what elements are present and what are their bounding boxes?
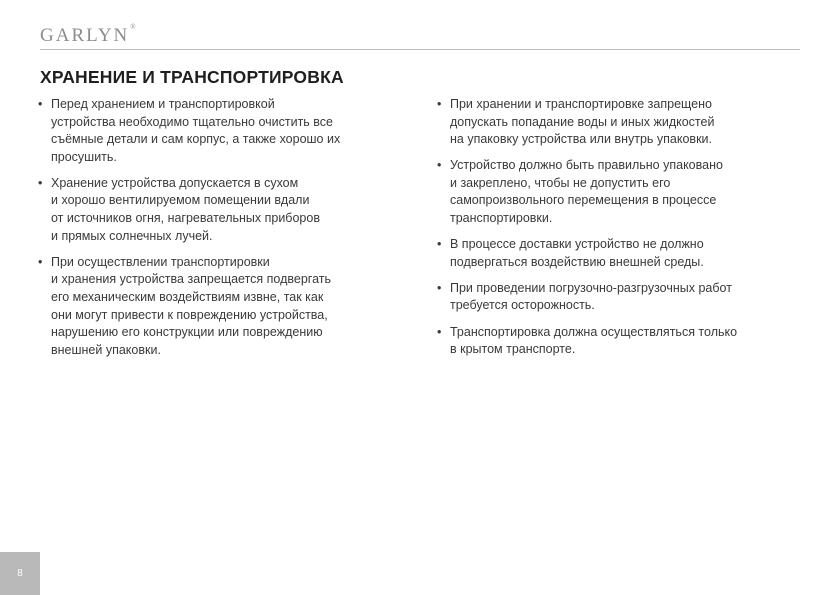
list-item-text	[51, 175, 398, 245]
list-item	[38, 96, 398, 166]
text-line: в крытом транспорте.	[450, 342, 576, 357]
list-item	[437, 280, 797, 315]
left-column	[38, 96, 398, 368]
bullet-marker: •	[38, 175, 43, 190]
text-line: транспортировки.	[450, 211, 553, 226]
text-line: его механическим воздействиям извне, так как	[51, 289, 324, 304]
header-divider	[40, 49, 800, 50]
text-line: При проведении погрузочно-разгрузочных работ	[450, 280, 732, 295]
text-line: устройства необходимо тщательно очистить все	[51, 114, 333, 129]
text-line: и хорошо вентилируемом помещении вдали	[51, 193, 310, 208]
bullet-marker: •	[437, 324, 442, 339]
bullet-marker: •	[38, 254, 43, 269]
bullet-marker: •	[437, 158, 442, 173]
list-item	[437, 96, 797, 149]
text-line: от источников огня, нагревательных приборов	[51, 211, 320, 226]
list-item	[38, 175, 398, 245]
text-line: Перед хранением и транспортировкой	[51, 97, 275, 111]
text-line: они могут привести к повреждению устройства,	[51, 307, 328, 322]
list-item	[38, 254, 398, 360]
text-line: съёмные детали и сам корпус, а также хорошо их	[51, 132, 341, 147]
text-line: и закреплено, чтобы не допустить его	[450, 175, 671, 190]
text-line: При осуществлении транспортировки	[51, 254, 270, 269]
text-line: Транспортировка должна осуществляться только	[450, 324, 738, 339]
registered-mark: ®	[130, 23, 136, 31]
list-item	[437, 157, 797, 227]
right-column	[437, 96, 797, 367]
list-item	[437, 324, 797, 359]
text-line: подвергаться воздействию внешней среды.	[450, 254, 704, 269]
brand-name: GARLYN	[40, 25, 130, 46]
text-line: Хранение устройства допускается в сухом	[51, 175, 299, 190]
text-line: допускать попадание воды и иных жидкостей	[450, 114, 715, 129]
text-line: требуется осторожность.	[450, 298, 595, 313]
left-bullet-list	[38, 96, 398, 359]
bullet-marker: •	[437, 237, 442, 252]
list-item-text	[450, 324, 797, 359]
page-title: ХРАНЕНИЕ И ТРАНСПОРТИРОВКА	[40, 67, 344, 87]
list-item	[437, 236, 797, 271]
text-line: самопроизвольного перемещения в процессе	[450, 193, 717, 208]
text-line: В процессе доставки устройство не должно	[450, 237, 704, 252]
text-line: и хранения устройства запрещается подвергать	[51, 272, 332, 287]
bullet-marker: •	[38, 97, 43, 111]
bullet-marker: •	[437, 280, 442, 295]
list-item-text	[450, 157, 797, 227]
text-line: Устройство должно быть правильно упаковано	[450, 158, 723, 173]
list-item-text	[450, 236, 797, 271]
page-number: 8	[0, 552, 40, 595]
list-item-text	[450, 96, 797, 149]
brand-logo	[40, 23, 136, 46]
text-line: внешней упаковки.	[51, 342, 161, 357]
list-item-text	[51, 254, 398, 360]
text-line: и прямых солнечных лучей.	[51, 228, 213, 243]
list-item-text	[450, 280, 797, 315]
text-line: При хранении и транспортировке запрещено	[450, 97, 712, 111]
bullet-marker: •	[437, 97, 442, 111]
list-item-text	[51, 96, 398, 166]
text-line: просушить.	[51, 149, 117, 164]
text-line: нарушению его конструкции или повреждению	[51, 325, 323, 340]
right-bullet-list	[437, 96, 797, 359]
text-line: на упаковку устройства или внутрь упаковки.	[450, 132, 712, 147]
